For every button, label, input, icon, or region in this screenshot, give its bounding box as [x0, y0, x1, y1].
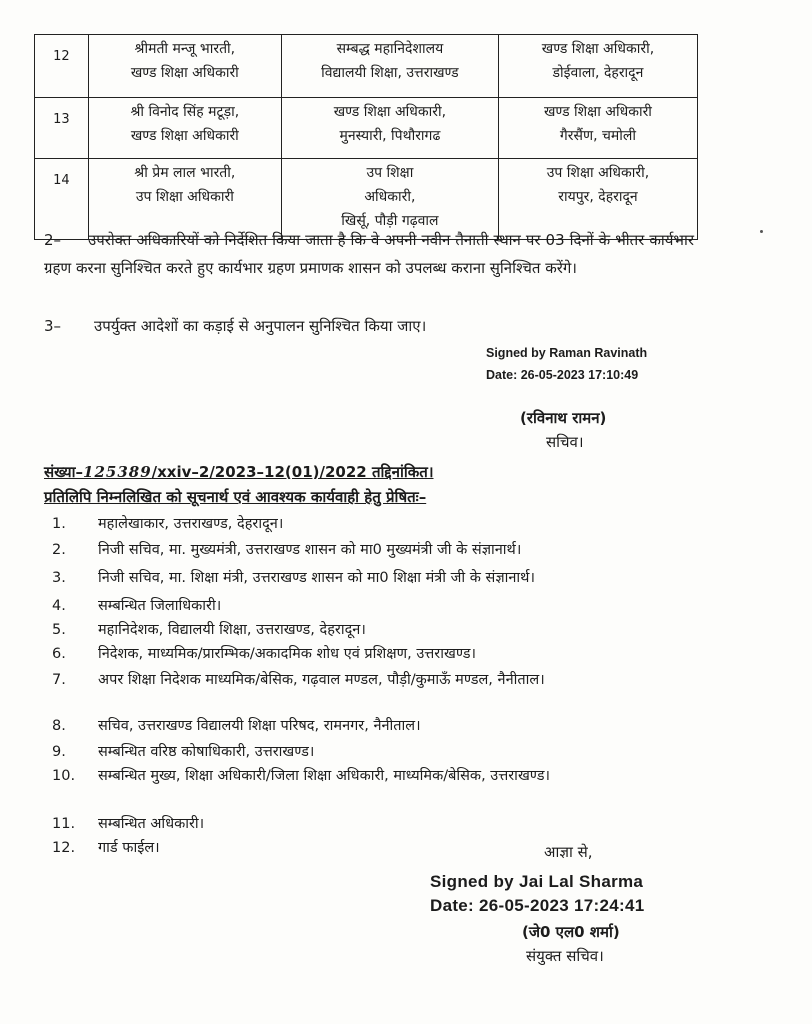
by-order-text: आज्ञा से,: [544, 843, 593, 861]
paragraph-2-number: 2–: [44, 231, 62, 249]
current-post-cell: [281, 35, 498, 98]
signatory-designation: संयुक्त सचिव।: [526, 947, 604, 965]
handwritten-number: 125389: [83, 463, 152, 481]
list-item-text: महानिदेशक, विद्यालयी शिक्षा, उत्तराखण्ड, देहरादून।: [98, 622, 366, 638]
list-item-text: सचिव, उत्तराखण्ड विद्यालयी शिक्षा परिषद, रामनगर, नैनीताल।: [98, 718, 421, 734]
cell-line: गैरसैंण, चमोली: [559, 128, 637, 144]
list-item-number: 8.: [52, 718, 66, 734]
list-item-number: 11.: [52, 816, 76, 832]
speck-mark: [760, 230, 763, 233]
cell-line: श्री विनोद सिंह मटूड़ा,: [130, 104, 240, 120]
cell-line: श्री प्रेम लाल भारती,: [134, 165, 236, 181]
serial-number-cell: 14: [35, 159, 89, 240]
serial-number-cell: 13: [35, 98, 89, 159]
list-item-text: अपर शिक्षा निदेशक माध्यमिक/बेसिक, गढ़वाल मण्डल, पौड़ी/कुमाऊँ मण्डल, नैनीताल।: [98, 672, 545, 688]
reference-suffix: /xxiv–2/2023–12(01)/2022 तद्दिनांकित।: [151, 463, 434, 481]
cell-line: अधिकारी,: [364, 189, 416, 205]
cell-line: विद्यालयी शिक्षा, उत्तराखण्ड: [321, 65, 459, 81]
table-row: [35, 35, 698, 98]
list-item-text: गार्ड फाईल।: [98, 840, 160, 856]
list-item-text: निजी सचिव, मा. मुख्यमंत्री, उत्तराखण्ड शासन को मा0 मुख्यमंत्री जी के संज्ञानार्थ।: [98, 542, 522, 558]
reference-number: [44, 462, 434, 482]
list-item-text: सम्बन्धित अधिकारी।: [98, 816, 205, 832]
new-post-cell: [498, 35, 697, 98]
cell-line: उप शिक्षा अधिकारी,: [546, 165, 650, 181]
new-post-cell: [498, 98, 697, 159]
cell-line: खिर्सू, पौड़ी गढ़वाल: [341, 213, 439, 229]
paragraph-2: [44, 226, 694, 282]
cell-line: डोईवाला, देहरादून: [552, 65, 644, 81]
signature-date: Date: 26-05-2023 17:10:49: [486, 368, 639, 382]
list-item-text: निदेशक, माध्यमिक/प्रारम्भिक/अकादमिक शोध एवं प्रशिक्षण, उत्तराखण्ड।: [98, 646, 476, 662]
cell-line: सम्बद्ध महानिदेशालय: [336, 41, 444, 57]
paragraph-3: [44, 312, 694, 340]
list-item-text: सम्बन्धित वरिष्ठ कोषाधिकारी, उत्तराखण्ड।: [98, 744, 315, 760]
signed-by-text: Signed by Raman Ravinath: [486, 346, 648, 360]
reference-prefix: संख्या–: [44, 463, 84, 481]
list-item-number: 3.: [52, 570, 66, 586]
cell-line: मुनस्यारी, पिथौरागढ: [339, 128, 441, 144]
officer-cell: [88, 98, 281, 159]
list-item-number: 2.: [52, 542, 66, 558]
signed-by-text: Signed by Jai Lal Sharma: [430, 872, 644, 891]
cell-line: खण्ड शिक्षा अधिकारी: [130, 65, 239, 81]
signature-date: Date: 26-05-2023 17:24:41: [430, 896, 645, 915]
list-item-number: 10.: [52, 768, 76, 784]
list-item-number: 6.: [52, 646, 66, 662]
cell-line: उप शिक्षा अधिकारी: [135, 189, 234, 205]
list-item-number: 1.: [52, 516, 66, 532]
cell-line: खण्ड शिक्षा अधिकारी,: [333, 104, 447, 120]
digital-signature-2: [430, 870, 644, 918]
list-item-text: निजी सचिव, मा. शिक्षा मंत्री, उत्तराखण्ड शासन को मा0 शिक्षा मंत्री जी के संज्ञानार्थ।: [98, 570, 535, 586]
signatory-designation: सचिव।: [546, 433, 584, 451]
paragraph-2-text: उपरोक्त अधिकारियों को निर्देशित किया जाता है कि वे अपनी नवीन तैनाती स्थान पर 03 दिनों के भीतर कार्यभार ग्रहण करना सुनिश्चित करते हुए कार्यभार ग्रहण प्रमाणक शासन को उपलब्ध कराना सुनिश्चित करेंगे।: [44, 231, 694, 277]
table-row: [35, 98, 698, 159]
cell-line: श्रीमती मन्जू भारती,: [134, 41, 236, 57]
serial-number-cell: 12: [35, 35, 89, 98]
digital-signature-1: [486, 342, 647, 386]
cell-line: खण्ड शिक्षा अधिकारी: [130, 128, 239, 144]
list-item-number: 7.: [52, 672, 66, 688]
signatory-name: (रविनाथ रामन): [520, 409, 607, 427]
list-item-number: 5.: [52, 622, 66, 638]
paragraph-3-text: उपर्युक्त आदेशों का कड़ाई से अनुपालन सुनिश्चित किया जाए।: [94, 317, 427, 335]
cell-line: उप शिक्षा: [366, 165, 414, 181]
cell-line: रायपुर, देहरादून: [558, 189, 638, 205]
current-post-cell: [281, 98, 498, 159]
signatory-name: (जे0 एल0 शर्मा): [522, 923, 620, 941]
list-item-text: सम्बन्धित जिलाधिकारी।: [98, 598, 222, 614]
officer-cell: [88, 35, 281, 98]
transfer-table: [34, 34, 698, 240]
list-item-number: 9.: [52, 744, 66, 760]
cell-line: खण्ड शिक्षा अधिकारी: [543, 104, 652, 120]
list-item-text: सम्बन्धित मुख्य, शिक्षा अधिकारी/जिला शिक्षा अधिकारी, माध्यमिक/बेसिक, उत्तराखण्ड।: [98, 768, 550, 784]
copy-heading: प्रतिलिपि निम्नलिखित को सूचनार्थ एवं आवश्यक कार्यवाही हेतु प्रेषितः–: [44, 488, 427, 506]
list-item-text: महालेखाकार, उत्तराखण्ड, देहरादून।: [98, 516, 284, 532]
paragraph-3-number: 3–: [44, 317, 62, 335]
list-item-number: 12.: [52, 840, 76, 856]
list-item-number: 4.: [52, 598, 66, 614]
cell-line: खण्ड शिक्षा अधिकारी,: [541, 41, 655, 57]
